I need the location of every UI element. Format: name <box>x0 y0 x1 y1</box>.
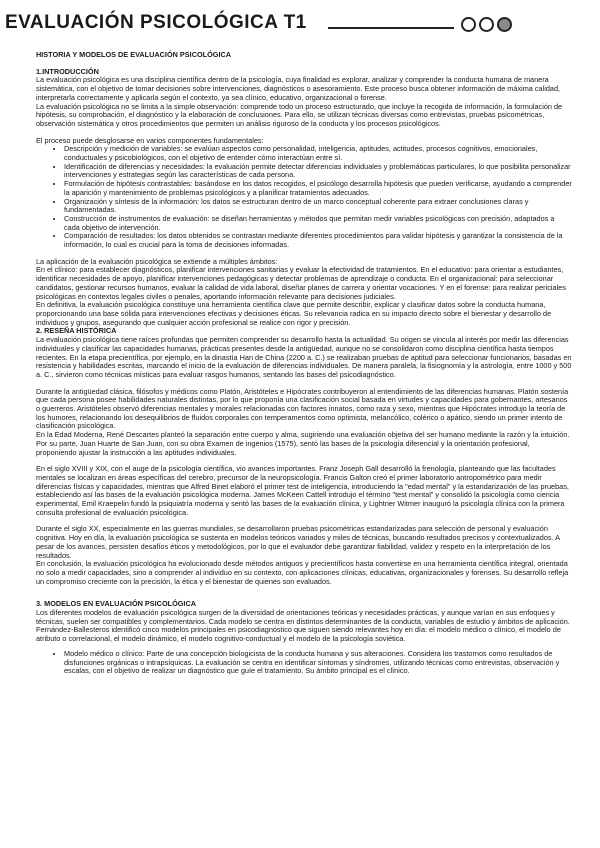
list-item: • Formulación de hipótesis contrastables: basándose en los datos recogidos, el psicólogo desarrolla hipótesis que pueden verificarse, ayudando a comprender la aparición y mantenimiento de problemas psicológicos y a planificar tratamientos adecuados. <box>64 180 572 197</box>
list-item: • Identificación de diferencias y necesidades: la evaluación permite detectar diferencias individuales y problemáticas particulares, lo que posibilita personalizar intervenciones y estrategias según las características de cada persona. <box>64 163 572 180</box>
bullet-list-models <box>36 650 572 676</box>
decorative-circles <box>461 17 512 32</box>
circle-outline-icon <box>461 17 476 32</box>
page-title: EVALUACIÓN PSICOLÓGICA T1 <box>5 12 307 33</box>
paragraph: En definitiva, la evaluación psicológica constituye una herramienta científica clave que permite describir, explicar y clasificar datos sobre la conducta humana, proporcionando una base sólida para intervenciones efectivas y decisiones éticas. Su relevancia radica en su impacto directo sobre el bienestar y desarrollo de individuos y grupos, asegurando que cualquier acción profesional se realice con rigor y precisión. <box>36 300 552 327</box>
list-item: • Modelo médico o clínico: Parte de una concepción biologicista de la conducta humana y sus alteraciones. Considera los trastornos como resultados de disfunciones orgánicas o intrapsíquicas. La evaluación se centra en identificar síntomas y síndromes, utilizando técnicas como entrevistas, observación y escalas, con el objetivo de realizar un diagnóstico que guíe el tratamiento. Su ámbito principal es el clínico. <box>64 650 572 676</box>
paragraph: La evaluación psicológica no se limita a la simple observación: comprende todo un proceso estructurado, que incluye la recogida de información, la formulación de hipótesis, su comprobación, el diagnóstico y la elaboración de conclusiones. Para ello, se utilizan técnicas diversas como entrevistas, pruebas psicométricas, observación sistemática y otros procedimientos que permiten un análisis riguroso de la conducta y los procesos psicológicos. <box>36 101 563 128</box>
section-heading-modelos: 3. MODELOS EN EVALUACIÓN PSICOLÓGICA <box>36 599 197 609</box>
list-item: • Construcción de instrumentos de evaluación: se diseñan herramientas y métodos que permitan medir variables psicológicas con precisión, adaptados a cada objetivo de intervención. <box>64 215 572 232</box>
section-heading-introduccion: 1.INTRODUCCIÓN <box>36 66 99 76</box>
circle-outline-icon <box>479 17 494 32</box>
section-heading-resena-historica: 2. RESEÑA HISTÓRICA <box>36 326 117 336</box>
document-subtitle: HISTORIA Y MODELOS DE EVALUACIÓN PSICOLÓGICA <box>36 50 232 59</box>
circle-filled-icon <box>497 17 512 32</box>
paragraph: En el clínico: para establecer diagnósticos, planificar intervenciones sanitarias y evaluar la efectividad de tratamientos. En el educativo: para orientar a estudiantes, identificar necesidades de apoyo, planificar intervenciones pedagógicas y detectar problemas de aprendizaje o conducta. En el organizacional: para seleccionar candidatos, gestionar recursos humanos, evaluar la calidad de vida laboral, diseñar planes de carrera y orientar vocaciones. Y en el forense: para realizar periciales psicológicas en contextos legales civiles o penales, aportando información relevante para decisiones judiciales. <box>36 265 566 301</box>
bullet-list-components <box>36 145 572 249</box>
paragraph: La evaluación psicológica tiene raíces profundas que permiten comprender su desarrollo hasta la actualidad. Su origen se vincula al interés por medir las diferencias individuales y clasificar las capacidades humanas, prácticas presentes desde la antigüedad, aunque no se consolidaron como disciplina científica hasta tiempos recientes. En la etapa precientífica, por ejemplo, en la dinastía Han de China (2200 a. C.) se realizaban pruebas de aptitud para seleccionar funcionarios, basadas en resistencia y habilidades escritas, marcando el inicio de la evaluación de diferencias individuales. De manera paralela, la fisiognomía y la astrología, entre 1000 y 500 a. C., sirvieron como técnicas místicas para evaluar rasgos humanos, sentando las bases del psicodiagnóstico. <box>36 335 572 379</box>
paragraph: En la Edad Moderna, René Descartes planteó la separación entre cuerpo y alma, sugiriendo una evaluación objetiva del ser humano mediante la razón y la intuición. Por su parte, Juan Huarte de San Juan, con su obra Examen de ingenios (1575), sentó las bases de la psicología diferencial y la orientación profesional, proponiendo ajustar la instrucción a las aptitudes individuales. <box>36 430 570 457</box>
paragraph: El proceso puede desglosarse en varios componentes fundamentales: <box>36 135 264 145</box>
paragraph: En conclusión, la evaluación psicológica ha evolucionado desde métodos antiguos y precientíficos hasta convertirse en una herramienta científica integral, orientada no solo a medir capacidades, sino a comprender al individuo en su contexto, con aplicaciones clínicas, educativas, organizacionales y forenses. Su desarrollo refleja un compromiso creciente con la precisión, la ética y el bienestar de quienes son evaluados. <box>36 559 569 586</box>
paragraph: La aplicación de la evaluación psicológica se extiende a múltiples ámbitos: <box>36 256 278 266</box>
paragraph: La evaluación psicológica es una disciplina científica dentro de la psicología, cuya finalidad es explorar, analizar y comprender la conducta humana de manera sistemática, con el objetivo de tomar decisiones sobre intervenciones, diagnósticos o asesoramiento. Este proceso busca obtener información de máxima calidad, interpretarla correctamente y aplicarla según el contexto, ya sea clínico, educativo, organizacional o forense. <box>36 75 561 102</box>
list-item: • Organización y síntesis de la información: los datos se estructuran dentro de un marco conceptual coherente para extraer conclusiones claras y fundamentadas. <box>64 198 572 215</box>
list-item: • Comparación de resultados: los datos obtenidos se contrastan mediante diferentes procedimientos para validar hipótesis y garantizar la consistencia de la información, lo cual es crucial para la toma de decisiones informadas. <box>64 232 572 249</box>
paragraph: Durante la antigüedad clásica, filósofos y médicos como Platón, Aristóteles e Hipócrates contribuyeron al entendimiento de las diferencias humanas. Platón sostenía que cada persona posee habilidades naturales distintas, por lo que proponía una clasificación social basada en virtudes y capacidades para gobernantes, artesanos o guerreros. Aristóteles observó diferencias mentales y morales relacionadas con factores innatos, como raza y sexo, mientras que Hipócrates introdujo la teoría de los humores, relacionando los desequilibrios de fluidos corporales con temperamentos como optimista, melancólico, colérico o apático, siendo un primer intento de clasificación psicológica. <box>36 386 569 431</box>
list-item: • Descripción y medición de variables: se evalúan aspectos como personalidad, inteligencia, aptitudes, actitudes, procesos cognitivos, emocionales, conductuales y psicobiológicos, con el objetivo de entender cómo interactúan entre sí. <box>64 145 572 162</box>
paragraph: Los diferentes modelos de evaluación psicológica surgen de la diversidad de orientaciones teóricas y necesidades prácticas, y aunque varían en sus enfoques y técnicas, suelen ser compatibles y complementarios. Cada modelo se centra en distintos determinantes de la conducta, variables de estudio y ámbitos de aplicación. <box>36 608 570 626</box>
paragraph: En el siglo XVIII y XIX, con el auge de la psicología científica, vio avances importantes. Franz Joseph Gall desarrolló la frenología, planteando que las facultades mentales se localizan en áreas específicas del cerebro, precursor de la neuropsicología. Francis Galton creó el primer laboratorio antropométrico para medir diferencias físicas y capacidades, mientras que Alfred Binet elaboró el primer test de inteligencia, introduciendo la "edad mental" y la estandarización de las pruebas, estableciendo así las bases de la evaluación psicológica moderna. James McKeen Cattell introdujo el término "test mental" y consolidó la psicología como ciencia experimental, Emil Kraepelin fundó la psiquiatría moderna y sentó las bases de la evaluación clínica, y Lightner Witmer inauguró la psicología clínica con la primera consulta profesional de evaluación psicológica. <box>36 464 569 517</box>
paragraph: Fernández-Ballesteros identificó cinco modelos principales en psicodiagnóstico que siguen siendo relevantes hoy en día: el modelo médico o clínico, el modelo de atributo o correlacional, el modelo dinámico, el modelo cognitivo-conductual y el modelo de la psicología soviética. <box>36 625 561 644</box>
title-divider <box>328 27 454 29</box>
document-body <box>36 51 572 676</box>
paragraph: Durante el siglo XX, especialmente en las guerras mundiales, se desarrollaron pruebas psicométricas estandarizadas para selección de personal y evaluación cognitiva. Hoy en día, la evaluación psicológica se sustenta en modelos teóricos variados y miles de técnicas, buscando resultados precisos y contextualizados. A pesar de los avances, persisten desafíos éticos y metodológicos, por lo que el evaluador debe garantizar fiabilidad, validez y respeto en la interpretación de los resultados. <box>36 524 560 560</box>
